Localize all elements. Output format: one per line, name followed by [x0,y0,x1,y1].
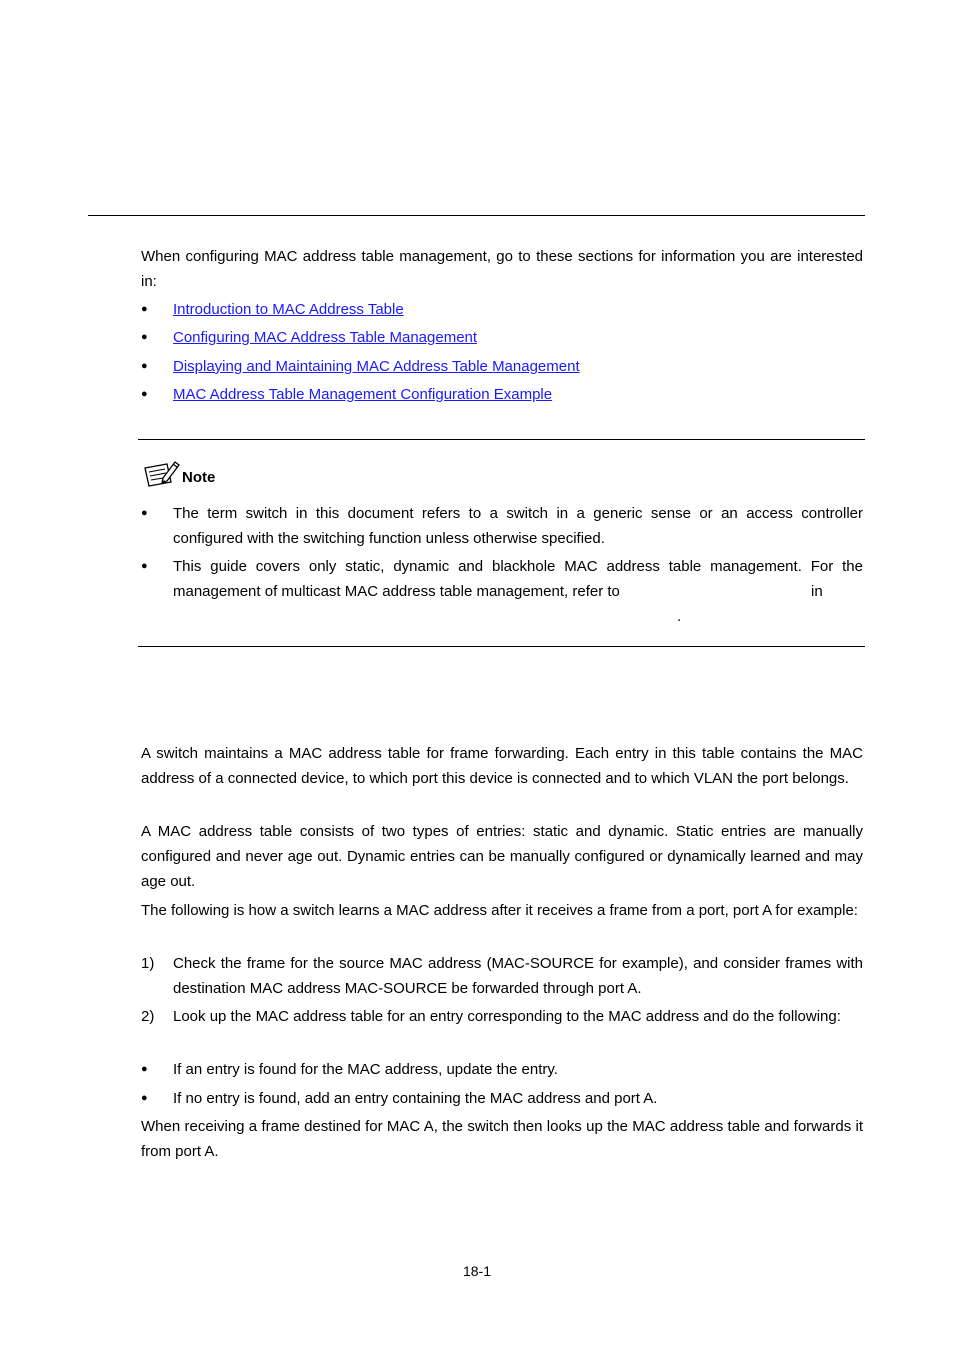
link-introduction[interactable]: Introduction to MAC Address Table [173,301,404,318]
note-text: This guide covers only static, dynamic and blackhole MAC address table management. For the management of multicast MAC address table management, refer to [173,558,863,600]
note-label: Note [182,469,216,486]
step-text: Check the frame for the source MAC address (MAC-SOURCE for example), and consider frames with destination MAC address MAC-SOURCE be forwarded through port A. [173,955,863,997]
bullet-icon: ● [141,388,148,400]
note-item-tail: in [811,583,823,600]
body-paragraph: A switch maintains a MAC address table for frame forwarding. Each entry in this table contains the MAC address of a connected device, to which port this device is connected and to which VLAN the port belongs. [141,745,863,787]
body-paragraph: A MAC address table consists of two types of entries: static and dynamic. Static entries are manually configured and never age out. Dynamic entries can be manually configured or dynamically learned and may age out. [141,823,863,890]
header-rule [88,215,865,216]
note-top-rule [138,439,865,440]
bullet-icon: ● [141,331,148,343]
note-text: The term switch in this document refers to a switch in a generic sense or an access controller configured with the switching function unless otherwise specified. [173,505,863,547]
note-pencil-icon [141,458,181,494]
list-item-text: If an entry is found for the MAC address, update the entry. [173,1061,558,1078]
bullet-icon: ● [141,1092,148,1104]
step-text: Look up the MAC address table for an entry corresponding to the MAC address and do the following: [173,1008,841,1025]
note-item-end: . [677,608,682,625]
note-bottom-rule [138,646,865,647]
body-paragraph: When receiving a frame destined for MAC A, the switch then looks up the MAC address table and forwards it from port A. [141,1118,863,1160]
step-number: 2) [141,1008,155,1025]
page-number: 18-1 [462,1263,492,1279]
bullet-icon: ● [141,360,148,372]
bullet-icon: ● [141,303,148,315]
link-displaying[interactable]: Displaying and Maintaining MAC Address Table Management [173,358,580,375]
list-item-text: If no entry is found, add an entry containing the MAC address and port A. [173,1090,658,1107]
bullet-icon: ● [141,560,148,572]
intro-paragraph: When configuring MAC address table management, go to these sections for information you are interested in: [141,248,863,290]
body-paragraph: The following is how a switch learns a MAC address after it receives a frame from a port, port A for example: [141,902,858,919]
link-configuring[interactable]: Configuring MAC Address Table Management [173,329,478,346]
link-config-example[interactable]: MAC Address Table Management Configuration Example [173,386,553,403]
bullet-icon: ● [141,507,148,519]
step-number: 1) [141,955,155,972]
bullet-icon: ● [141,1063,148,1075]
